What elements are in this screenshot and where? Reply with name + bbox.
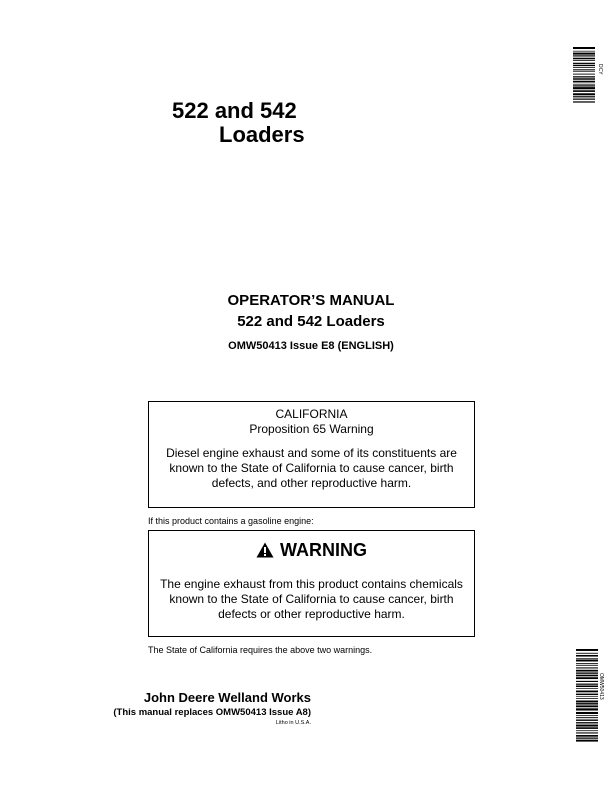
barcode-bar (573, 65, 595, 66)
barcode-bar (576, 649, 598, 651)
barcode-bar (573, 71, 595, 72)
barcode-bar (573, 93, 595, 95)
barcode-bar (573, 99, 595, 100)
barcode-bar (576, 672, 598, 673)
barcode-bar (576, 681, 598, 682)
manual-title: OPERATOR’S MANUAL (227, 292, 395, 309)
prop65-heading-line: CALIFORNIA (275, 407, 348, 421)
barcode-bar (576, 655, 598, 657)
warning-box (148, 530, 475, 637)
barcode-bar (576, 705, 598, 707)
barcode-bar (573, 51, 595, 52)
prop65-warning-box (148, 401, 475, 508)
warning-triangle-icon (256, 542, 274, 558)
barcode-bar (576, 677, 598, 679)
barcode-bar (576, 717, 598, 718)
barcode-bar (573, 85, 595, 86)
prop65-body (149, 446, 474, 491)
barcode-bar (573, 81, 595, 83)
warning-heading (149, 539, 474, 561)
barcode-bar (573, 78, 595, 79)
barcode-bar (573, 84, 595, 85)
barcode-bar (576, 663, 598, 664)
barcode-bar (573, 63, 595, 64)
barcode-bar (573, 47, 595, 49)
barcode-bar (576, 735, 598, 737)
barcode-bar (576, 685, 598, 687)
barcode-bar (573, 53, 595, 55)
barcode-top-label: DCY (597, 64, 603, 75)
manual-number: OMW50413 Issue E8 (ENGLISH) (228, 340, 394, 352)
barcode-bar (573, 69, 595, 70)
barcode-bottom-label: OMW50413 (598, 673, 604, 700)
barcode-bar (576, 658, 598, 659)
barcode-bar (573, 74, 595, 75)
barcode-bar (576, 675, 598, 677)
warning-heading-label: WARNING (280, 540, 367, 560)
litho-note: Litho in U.S.A. (275, 720, 311, 726)
prop65-heading-line: Proposition 65 Warning (249, 422, 374, 436)
barcode-bar (573, 58, 595, 60)
warning-body (149, 577, 474, 622)
barcode-bar (576, 722, 598, 723)
barcode-bar (576, 694, 598, 695)
barcode-bar (576, 712, 598, 714)
prop65-body-line: defects, and other reproductive harm. (211, 476, 412, 490)
barcode-bar (576, 708, 598, 710)
barcode-bar (576, 670, 598, 672)
manual-subtitle: 522 and 542 Loaders (237, 313, 385, 330)
barcode-bar (576, 730, 598, 731)
barcode-bar (576, 659, 598, 661)
document-title-line-1: 522 and 542 (172, 98, 297, 123)
barcode-bar (576, 698, 598, 699)
barcode-bar (576, 667, 598, 668)
manual-replaces-note: (This manual replaces OMW50413 Issue A8) (113, 707, 311, 718)
barcode-bar (573, 60, 595, 61)
barcode-bar (576, 684, 598, 685)
warning-body-line: The engine exhaust from this product contains chemicals (160, 577, 463, 591)
barcode-bar (573, 101, 595, 102)
state-requirement-note: The State of California requires the above two warnings. (148, 645, 373, 655)
barcode-bar (576, 688, 598, 689)
barcode-bar (573, 90, 595, 92)
barcode-bar (576, 737, 598, 738)
prop65-heading (149, 407, 474, 437)
barcode-bar (573, 67, 595, 68)
warning-body-line: defects or other reproductive harm. (218, 607, 405, 621)
barcode-bar (573, 87, 595, 89)
barcode-bar (576, 727, 598, 729)
publisher-name: John Deere Welland Works (143, 690, 311, 705)
barcode-bar (576, 665, 598, 666)
barcode-bottom (576, 649, 598, 743)
barcode-bar (576, 740, 598, 742)
barcode-bar (576, 719, 598, 720)
barcode-bar (576, 725, 598, 727)
barcode-top (573, 47, 595, 103)
barcode-bar (576, 700, 598, 702)
barcode-bar (576, 653, 598, 654)
barcode-bar (576, 696, 598, 697)
barcode-bar (576, 703, 598, 704)
barcode-bar (573, 76, 595, 77)
barcode-bar (576, 732, 598, 733)
document-title-line-2: Loaders (219, 122, 305, 147)
barcode-bar (576, 691, 598, 693)
barcode-bar (573, 96, 595, 97)
prop65-body-line: known to the State of California to cause cancer, birth (169, 461, 454, 475)
warning-body-line: known to the State of California to cause cancer, birth (169, 592, 454, 606)
gasoline-engine-note: If this product contains a gasoline engine: (148, 516, 314, 526)
prop65-body-line: Diesel engine exhaust and some of its constituents are (166, 446, 457, 460)
barcode-bar (573, 55, 595, 56)
barcode-bar (576, 715, 598, 716)
